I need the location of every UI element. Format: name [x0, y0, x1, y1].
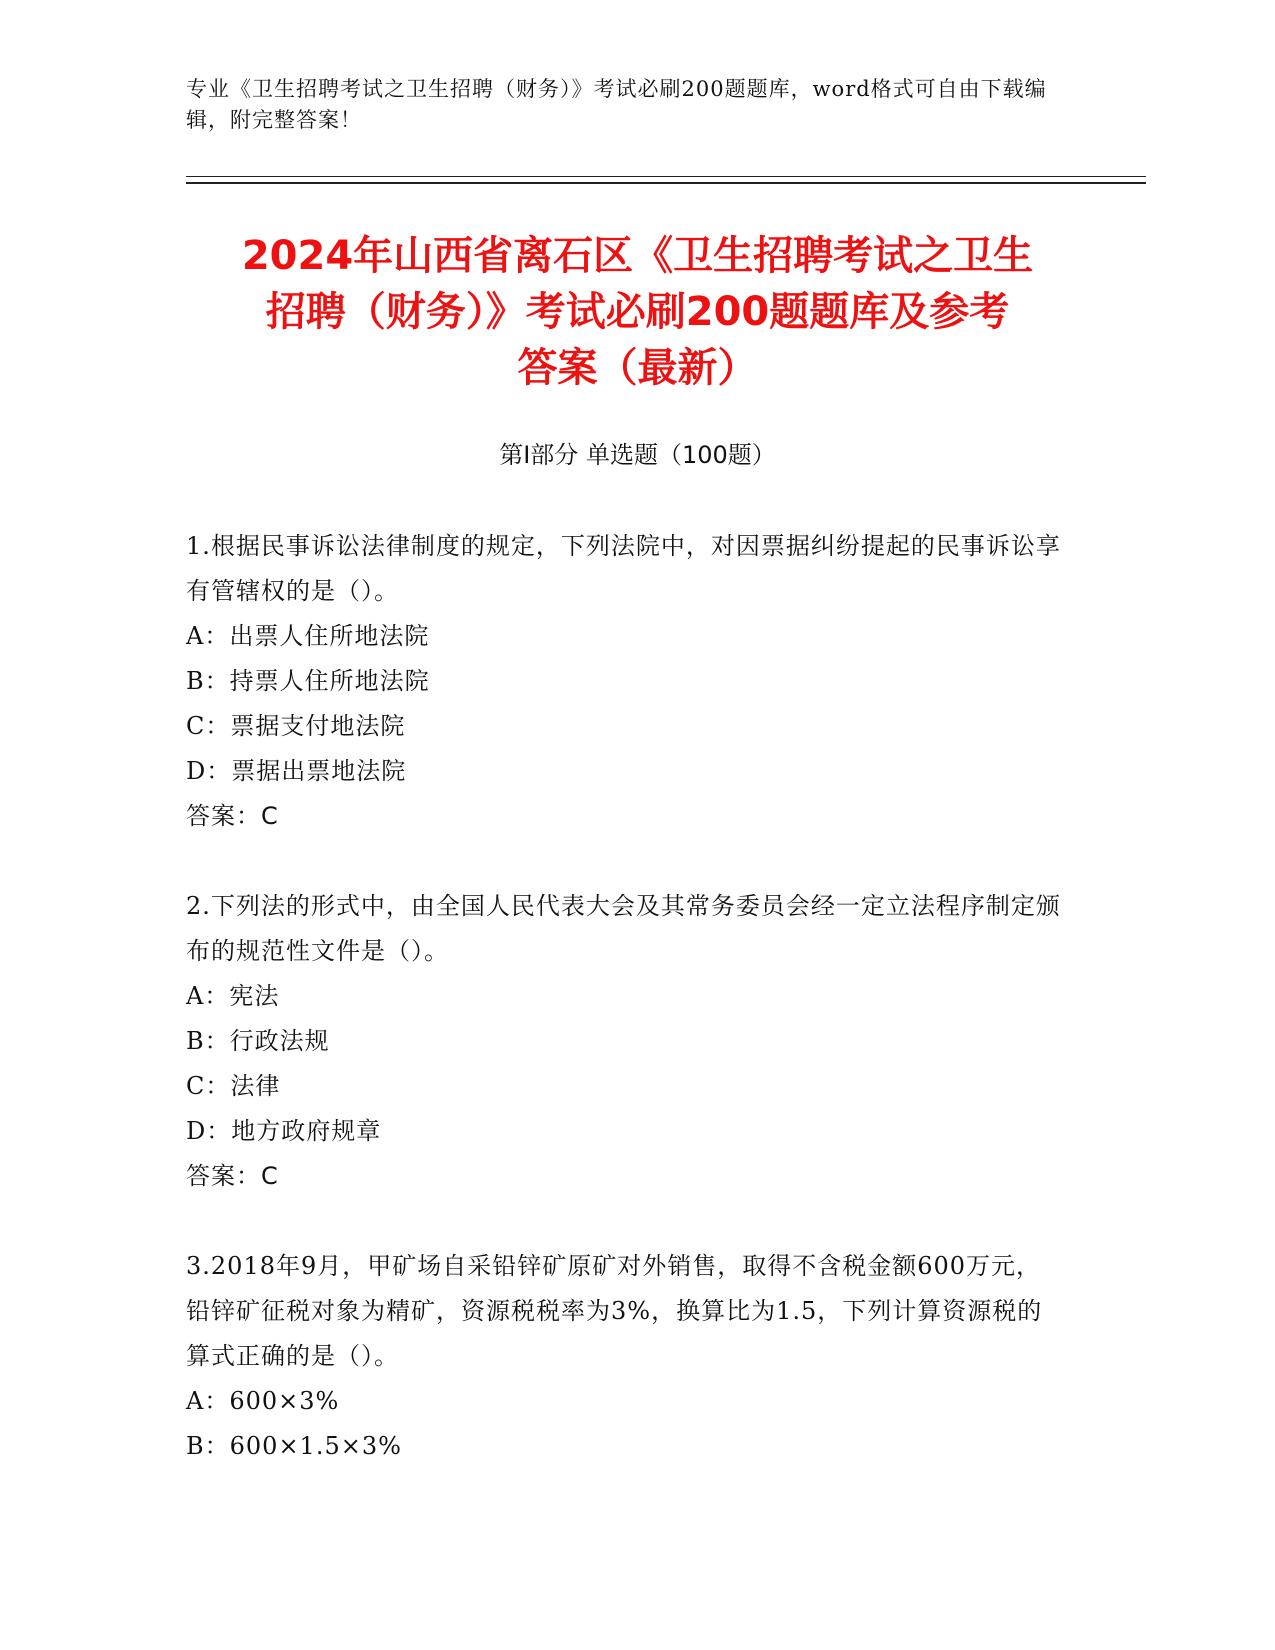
- option-b: B：行政法规: [186, 1027, 330, 1055]
- option-c: C：法律: [186, 1072, 281, 1100]
- header-divider-thin: [186, 176, 1146, 177]
- question-stem: 1.根据民事诉讼法律制度的规定，下列法院中，对因票据纠纷提起的民事诉讼享有管辖权的是（）。: [186, 532, 1061, 605]
- question-2: [186, 884, 1066, 1199]
- question-3: [186, 1244, 1066, 1469]
- header-divider-thick: [186, 182, 1146, 184]
- header-note: 专业《卫生招聘考试之卫生招聘（财务）》考试必刷200题题库，word格式可自由下载编辑，附完整答案！: [186, 77, 1047, 132]
- title-line-2: 招聘（财务）》考试必刷200题题库及参考: [265, 289, 1010, 335]
- option-c: C：票据支付地法院: [186, 712, 406, 740]
- section-title: 第Ⅰ部分 单选题（100题）: [499, 441, 776, 469]
- answer: 答案：C: [186, 802, 279, 830]
- option-d: D：票据出票地法院: [186, 757, 407, 785]
- question-1: [186, 524, 1066, 839]
- option-a: A：600×3%: [186, 1387, 340, 1415]
- option-a: A：出票人住所地法院: [186, 622, 430, 650]
- option-b: B：600×1.5×3%: [186, 1432, 402, 1460]
- title-line-1: 2024年山西省离石区《卫生招聘考试之卫生: [241, 233, 1034, 279]
- answer: 答案：C: [186, 1162, 279, 1190]
- question-stem: 2.下列法的形式中，由全国人民代表大会及其常务委员会经一定立法程序制定颁布的规范性文件是（）。: [186, 892, 1061, 965]
- option-d: D：地方政府规章: [186, 1117, 382, 1145]
- question-stem: 3.2018年9月，甲矿场自采铅锌矿原矿对外销售，取得不含税金额600万元，铅锌矿征税对象为精矿，资源税税率为3%，换算比为1.5，下列计算资源税的算式正确的是（）。: [186, 1252, 1043, 1370]
- document-title: [150, 228, 1125, 396]
- option-a: A：宪法: [186, 982, 280, 1010]
- option-b: B：持票人住所地法院: [186, 667, 430, 695]
- title-line-3: 答案（最新）: [517, 345, 758, 391]
